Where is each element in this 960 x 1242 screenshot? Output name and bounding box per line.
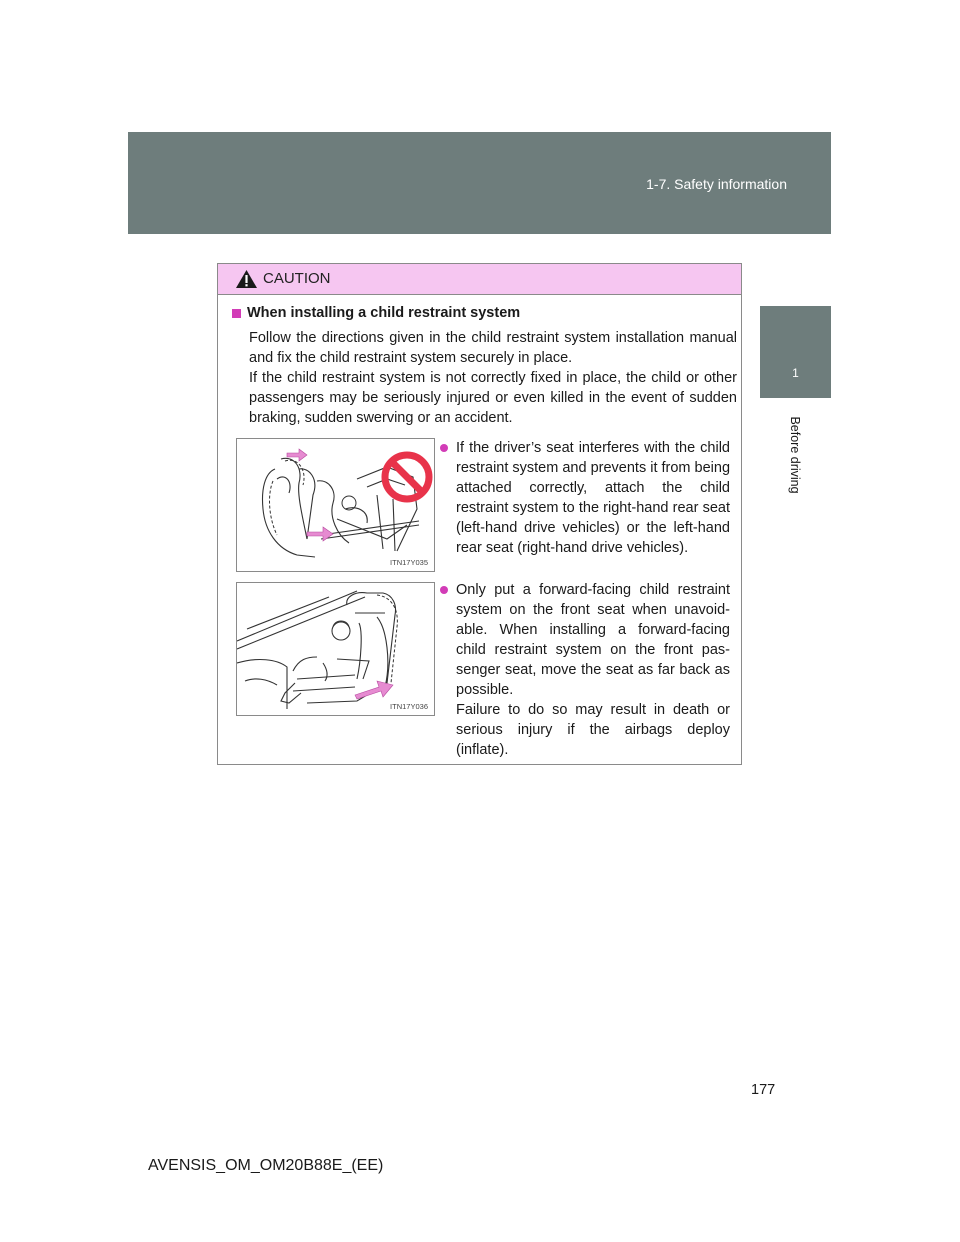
- bullet-item: [440, 580, 730, 760]
- chapter-label-text: Before driving: [788, 416, 802, 494]
- round-bullet-icon: [440, 586, 448, 594]
- arrow-icon: [307, 527, 333, 541]
- caution-title: CAUTION: [263, 270, 331, 287]
- section-heading-text: When installing a child restraint system: [247, 305, 521, 321]
- paragraph-warning: If the child restraint system is not correctly fixed in place, the child or other passengers may be seriously injured or even killed in the event of sudden braking, sudden swerving or an accident.: [249, 370, 737, 426]
- section-title: 1-7. Safety information: [646, 176, 787, 192]
- paragraph-instructions: Follow the directions given in the child restraint system installation manual and fix the child restraint system securely in place.: [249, 330, 737, 366]
- chapter-tab: [760, 306, 831, 398]
- page-number: 177: [751, 1082, 776, 1098]
- prohibition-icon: [385, 455, 429, 499]
- square-bullet-icon: [232, 309, 241, 318]
- figure-code: ITN17Y035: [390, 558, 428, 567]
- caution-box: [217, 263, 742, 765]
- chapter-label: [773, 415, 817, 495]
- bullet-text: Only put a forward-facing child restraint system on the front seat when unavoid-able. When installing a forward-facing child restraint system on the front pas-senger seat, move the seat as far back as possible.: [456, 582, 730, 698]
- round-bullet-icon: [440, 444, 448, 452]
- bullet-text: If the driver’s seat interferes with the child restraint system and prevents it from being attached correctly, attach the child restraint system to the right-hand rear seat (left-hand drive vehicles) or the left-hand rear seat (right-hand drive vehicles).: [456, 440, 731, 556]
- figure-front-seat-illustration: [236, 582, 435, 716]
- warning-triangle-icon: [235, 269, 258, 289]
- bullet-item: [440, 438, 730, 558]
- front-seat-illustration: [237, 583, 435, 716]
- document-code: AVENSIS_OM_OM20B88E_(EE): [148, 1157, 384, 1174]
- chapter-number: 1: [792, 366, 799, 380]
- arrow-icon: [355, 681, 393, 699]
- section-heading: [232, 305, 520, 321]
- bullet-text-continued: Failure to do so may result in death or serious injury if the airbags deploy (inflate).: [456, 702, 730, 758]
- figure-code: ITN17Y036: [390, 702, 428, 711]
- caution-header: [218, 264, 741, 295]
- figure-rear-seat-illustration: [236, 438, 435, 572]
- header-band: [128, 132, 831, 234]
- rear-seat-illustration: [237, 439, 435, 572]
